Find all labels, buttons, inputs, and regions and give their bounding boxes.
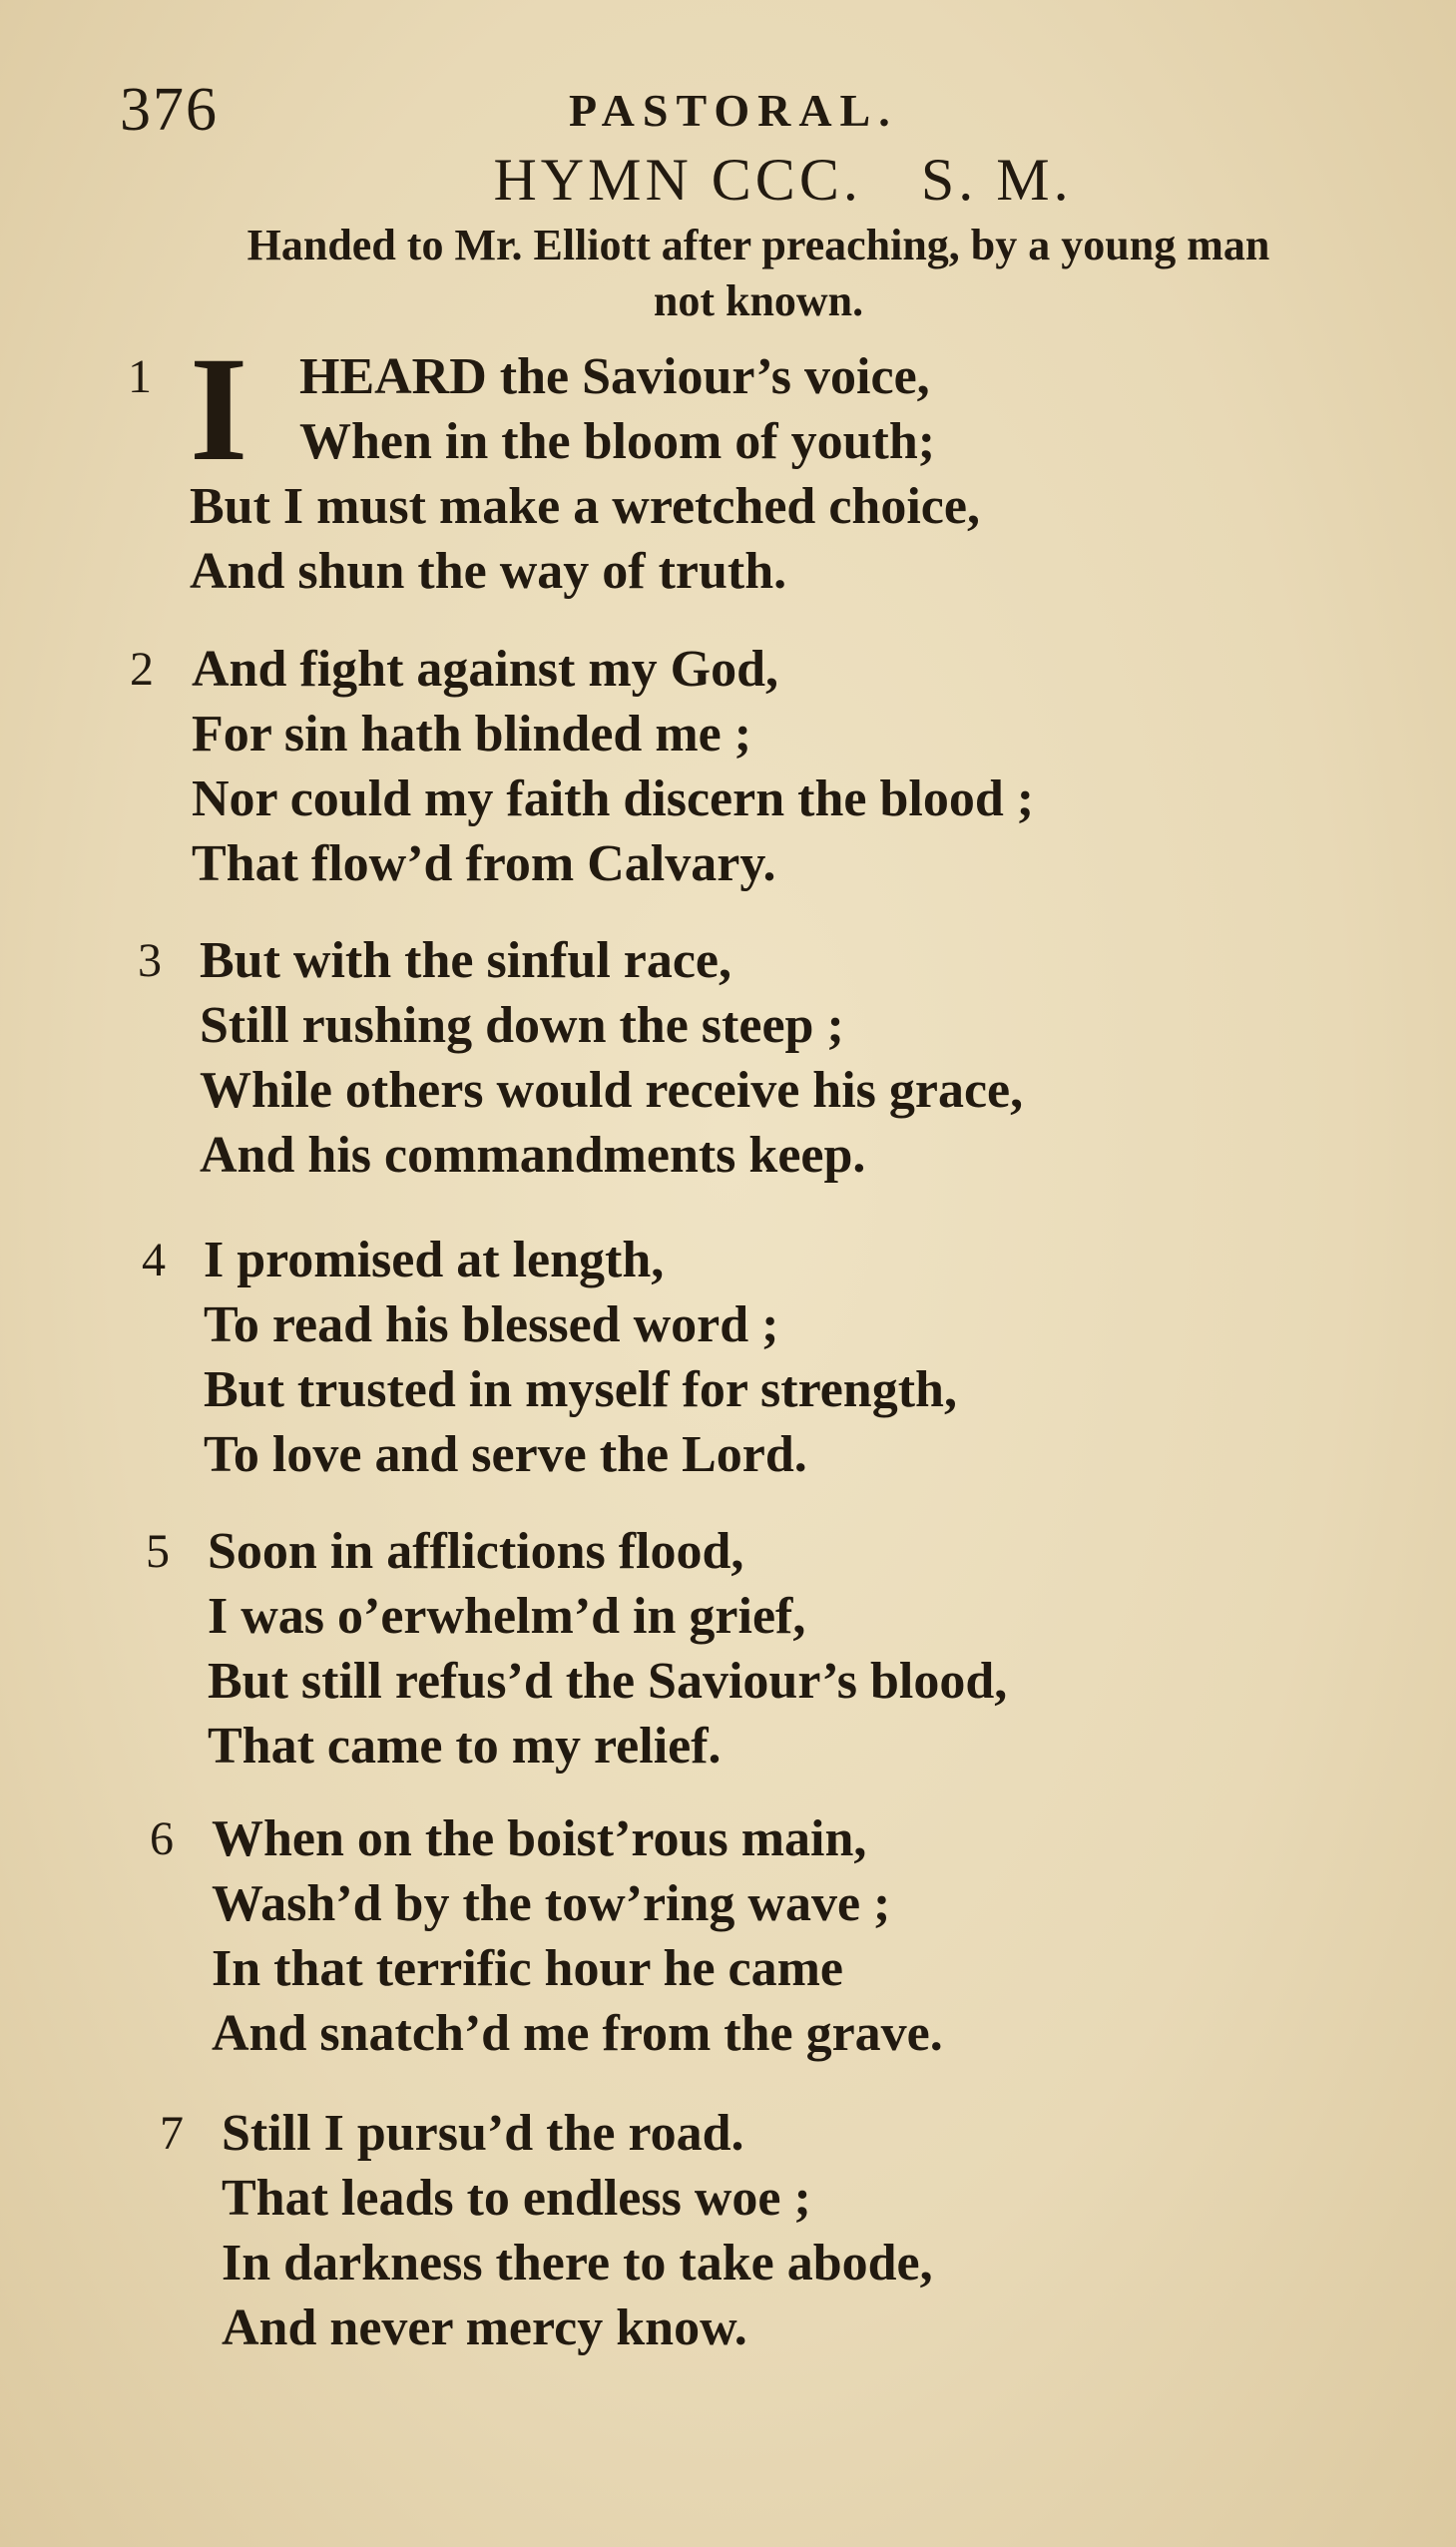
stanza-number: 6 bbox=[150, 1812, 174, 1865]
stanza-line: Still I pursu’d the road. bbox=[222, 2105, 744, 2162]
stanza-line: HEARD the Saviour’s voice, bbox=[299, 348, 930, 405]
stanza-number: 5 bbox=[146, 1525, 170, 1578]
stanza bbox=[160, 2101, 933, 2360]
stanza-line: Nor could my faith discern the blood ; bbox=[192, 770, 1035, 827]
stanza-line: In that terrific hour he came bbox=[212, 1940, 844, 1997]
stanza-line: When in the bloom of youth; bbox=[299, 413, 936, 470]
stanza bbox=[128, 326, 980, 604]
stanza-line: That came to my relief. bbox=[208, 1718, 722, 1775]
stanza-line: In darkness there to take abode, bbox=[222, 2235, 933, 2292]
stanza-line: And his commandments keep. bbox=[200, 1127, 866, 1184]
stanza-line: For sin hath blinded me ; bbox=[192, 706, 752, 763]
stanza bbox=[138, 928, 1024, 1188]
stanza bbox=[150, 1806, 943, 2066]
stanza-number: 1 bbox=[128, 350, 152, 403]
stanza bbox=[130, 637, 1035, 896]
stanza-line: But I must make a wretched choice, bbox=[190, 478, 980, 535]
subtitle-line: Handed to Mr. Elliott after preaching, by a young man bbox=[246, 221, 1270, 269]
stanza-line: And snatch’d me from the grave. bbox=[212, 2005, 943, 2062]
stanza-line: But still refus’d the Saviour’s blood, bbox=[208, 1653, 1008, 1710]
subtitle-line: not known. bbox=[653, 276, 864, 325]
hymn-meter: S. M. bbox=[920, 147, 1073, 213]
page-number: 376 bbox=[120, 76, 219, 144]
stanza-line: To love and serve the Lord. bbox=[204, 1426, 807, 1483]
stanza-line: But with the sinful race, bbox=[200, 932, 731, 989]
stanza-line: Soon in afflictions flood, bbox=[208, 1523, 744, 1580]
stanza-number: 4 bbox=[142, 1234, 166, 1286]
stanza-number: 3 bbox=[138, 934, 162, 987]
stanza bbox=[142, 1228, 957, 1487]
stanza-line: And never mercy know. bbox=[222, 2299, 747, 2356]
stanza-line: And shun the way of truth. bbox=[190, 543, 787, 600]
stanza-number: 7 bbox=[160, 2107, 184, 2160]
stanza-number: 2 bbox=[130, 643, 154, 696]
section-title: PASTORAL. bbox=[569, 85, 898, 136]
stanza-line: That flow’d from Calvary. bbox=[192, 835, 776, 892]
stanza-line: That leads to endless woe ; bbox=[222, 2170, 811, 2227]
hymn-title bbox=[0, 140, 1456, 220]
stanza-line: I promised at length, bbox=[204, 1232, 665, 1288]
stanza-line: Wash’d by the tow’ring wave ; bbox=[212, 1875, 891, 1932]
stanza-line: While others would receive his grace, bbox=[200, 1062, 1024, 1119]
stanza-line: I was o’erwhelm’d in grief, bbox=[208, 1588, 806, 1645]
hymn-subtitle bbox=[110, 218, 1407, 329]
stanza-line: When on the boist’rous main, bbox=[212, 1810, 867, 1867]
stanza-line: And fight against my God, bbox=[192, 641, 778, 698]
stanza bbox=[146, 1519, 1008, 1779]
stanza-line: Still rushing down the steep ; bbox=[200, 997, 844, 1054]
stanza-line: But trusted in myself for strength, bbox=[204, 1361, 957, 1418]
stanza-line: To read his blessed word ; bbox=[204, 1296, 779, 1353]
drop-cap: I bbox=[190, 326, 248, 492]
running-head bbox=[0, 70, 1456, 150]
hymn-number: HYMN CCC. bbox=[493, 147, 862, 213]
